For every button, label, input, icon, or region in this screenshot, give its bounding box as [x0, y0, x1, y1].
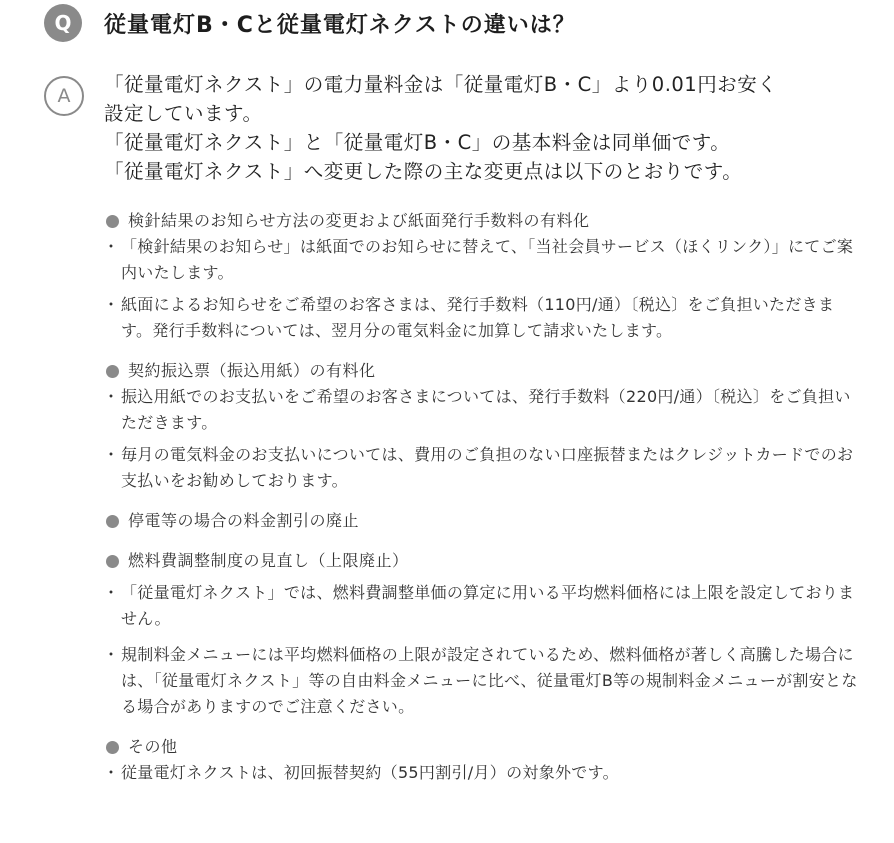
- list-item-text: 毎月の電気料金のお支払いについては、費用のご負担のない口座振替またはクレジットカードでのお支払いをお勧めしております。: [121, 445, 854, 490]
- circle-bullet-icon: [106, 515, 119, 528]
- bullet-icon: ・: [103, 583, 120, 602]
- list-item-text: 従量電灯ネクストは、初回振替契約（55円割引/月）の対象外です。: [121, 763, 619, 782]
- section-heading-text: 検針結果のお知らせ方法の変更および紙面発行手数料の有料化: [128, 211, 590, 230]
- answer-badge: A: [44, 76, 84, 116]
- answer-line: 設定しています。: [104, 102, 263, 125]
- list-item-text: 「検針結果のお知らせ」は紙面でのお知らせに替えて、「当社会員サービス（ほくリンク）」にてご案内いたします。: [121, 237, 854, 282]
- question-text: 従量電灯B・Cと従量電灯ネクストの違いは？: [104, 12, 576, 38]
- section-heading-text: その他: [128, 737, 178, 756]
- circle-bullet-icon: [106, 555, 119, 568]
- bullet-icon: ・: [103, 295, 120, 314]
- section-heading: [106, 548, 863, 574]
- change-list: [103, 208, 863, 786]
- question-row: [44, 4, 576, 42]
- section-heading: [106, 208, 863, 234]
- list-item: [103, 292, 863, 344]
- answer-row: [44, 70, 777, 186]
- answer-line: 「従量電灯ネクスト」の電力量料金は「従量電灯B・C」より0.01円お安く: [104, 73, 778, 96]
- list-item: [103, 234, 863, 286]
- list-item: [103, 384, 863, 436]
- bullet-icon: ・: [103, 445, 120, 464]
- list-item-text: 振込用紙でのお支払いをご希望のお客さまについては、発行手数料（220円/通）〔税込〕をご負担いただきます。: [121, 387, 851, 432]
- bullet-icon: ・: [103, 387, 120, 406]
- list-item: [103, 442, 863, 494]
- list-item-text: 「従量電灯ネクスト」では、燃料費調整単価の算定に用いる平均燃料価格には上限を設定しておりません。: [121, 583, 855, 628]
- bullet-icon: ・: [103, 763, 120, 782]
- section-heading-text: 停電等の場合の料金割引の廃止: [128, 511, 360, 530]
- circle-bullet-icon: [106, 365, 119, 378]
- bullet-icon: ・: [103, 645, 120, 664]
- answer-line: 「従量電灯ネクスト」へ変更した際の主な変更点は以下のとおりです。: [104, 160, 743, 183]
- bullet-icon: ・: [103, 237, 120, 256]
- circle-bullet-icon: [106, 215, 119, 228]
- list-item: [103, 760, 863, 786]
- section-heading: [106, 358, 863, 384]
- list-item-text: 紙面によるお知らせをご希望のお客さまは、発行手数料（110円/通）〔税込〕をご負担いただきます。発行手数料については、翌月分の電気料金に加算して請求いたします。: [121, 295, 835, 340]
- list-item-text: 規制料金メニューには平均燃料価格の上限が設定されているため、燃料価格が著しく高騰した場合には、「従量電灯ネクスト」等の自由料金メニューに比べ、従量電灯B等の規制料金メニューが割安となる場合がありますのでご注意ください。: [121, 645, 858, 716]
- circle-bullet-icon: [106, 741, 119, 754]
- section-heading: [106, 508, 863, 534]
- section-heading-text: 燃料費調整制度の見直し（上限廃止）: [128, 551, 409, 570]
- answer-text: [104, 70, 777, 186]
- section-heading-text: 契約振込票（振込用紙）の有料化: [128, 361, 376, 380]
- question-badge: Q: [44, 4, 82, 42]
- list-item: [103, 580, 863, 632]
- answer-line: 「従量電灯ネクスト」と「従量電灯B・C」の基本料金は同単価です。: [104, 131, 731, 154]
- section-heading: [106, 734, 863, 760]
- list-item: [103, 642, 863, 720]
